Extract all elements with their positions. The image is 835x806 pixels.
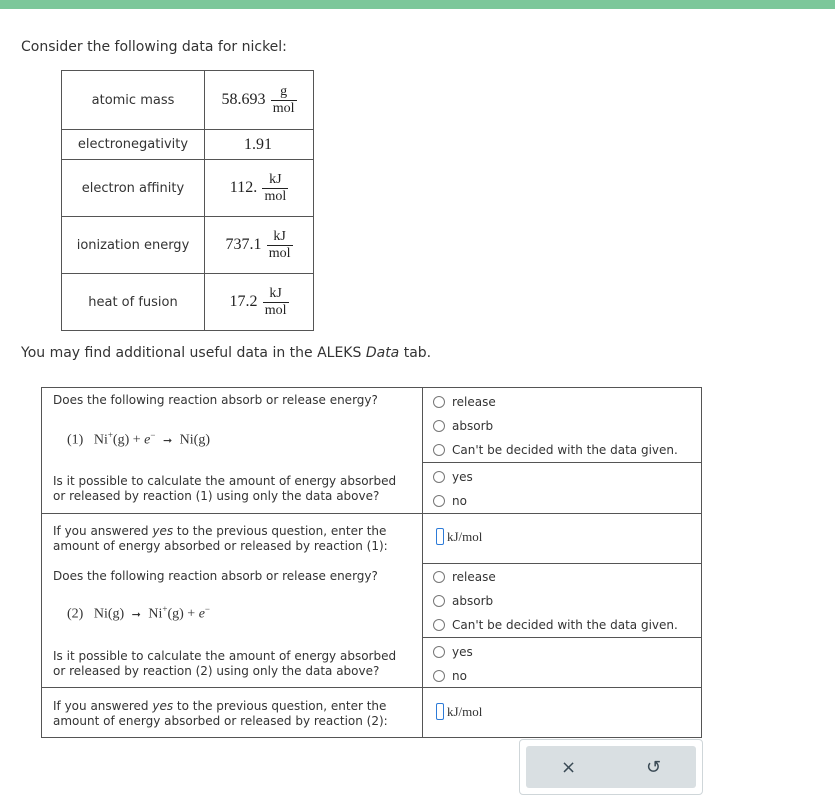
table-row — [62, 71, 314, 130]
reaction-arrow-icon: ➞ — [162, 434, 173, 447]
q5-prompt: Is it possible to calculate the amount of energy absorbed or released by reaction (2) using only the data above? — [53, 649, 397, 678]
question-grid — [41, 387, 702, 738]
q1-option-cant-decide[interactable]: Can't be decided with the data given. — [433, 443, 678, 457]
intro-text: Consider the following data for nickel: — [21, 39, 287, 55]
q4-prompt: Does the following reaction absorb or release energy? — [53, 569, 378, 583]
q3-prompt: If you answered yes to the previous question, enter the amount of energy absorbed or released by reaction (1): — [53, 524, 388, 553]
q4-option-absorb[interactable]: absorb — [433, 594, 493, 608]
q3-answer: kJ/mol — [436, 528, 482, 545]
q6-prompt: If you answered yes to the previous question, enter the amount of energy absorbed or released by reaction (2): — [53, 699, 388, 728]
nickel-data-table — [61, 70, 314, 331]
radio-button[interactable] — [433, 420, 445, 432]
table-row — [62, 217, 314, 274]
row-label: ionization energy — [62, 217, 205, 274]
q1-prompt: Does the following reaction absorb or release energy? — [53, 393, 378, 407]
row-value: 112. $\frac{kJ}{\text{mol}}$ — [205, 160, 314, 217]
answer-actions — [519, 739, 703, 795]
clear-button[interactable]: × — [560, 756, 577, 778]
reaction-1: (1) Ni+(g) + e− ➞ Ni(g) — [67, 430, 210, 448]
radio-button[interactable] — [433, 595, 445, 607]
energy-input-2[interactable] — [436, 703, 444, 720]
row-label: electronegativity — [62, 130, 205, 160]
row-value: 737.1 $\frac{kJ}{\text{mol}}$ — [205, 217, 314, 274]
radio-button[interactable] — [433, 495, 445, 507]
table-row — [62, 274, 314, 331]
energy-input-1[interactable] — [436, 528, 444, 545]
radio-button[interactable] — [433, 619, 445, 631]
q1-option-release[interactable]: release — [433, 395, 496, 409]
q4-option-cant-decide[interactable]: Can't be decided with the data given. — [433, 618, 678, 632]
row-label: electron affinity — [62, 160, 205, 217]
data-tab-note: You may find additional useful data in the ALEKS Data tab. — [21, 345, 432, 361]
radio-button[interactable] — [433, 670, 445, 682]
reset-button[interactable]: ↺ — [645, 756, 662, 778]
radio-button[interactable] — [433, 444, 445, 456]
reaction-2: (2) Ni(g) ➞ Ni+(g) + e− — [67, 604, 210, 622]
radio-button[interactable] — [433, 396, 445, 408]
top-accent-bar — [0, 0, 835, 9]
q2-option-no[interactable]: no — [433, 494, 467, 508]
row-value: 58.693 $\frac{g}{\text{mol}}$ — [205, 71, 314, 130]
q5-option-no[interactable]: no — [433, 669, 467, 683]
radio-button[interactable] — [433, 646, 445, 658]
row-label: atomic mass — [62, 71, 205, 130]
q4-option-release[interactable]: release — [433, 570, 496, 584]
table-row — [62, 130, 314, 160]
q1-option-absorb[interactable]: absorb — [433, 419, 493, 433]
q2-prompt: Is it possible to calculate the amount of energy absorbed or released by reaction (1) using only the data above? — [53, 474, 397, 503]
table-row — [62, 160, 314, 217]
row-label: heat of fusion — [62, 274, 205, 331]
q2-option-yes[interactable]: yes — [433, 470, 473, 484]
reaction-arrow-icon: ➞ — [131, 608, 141, 621]
q6-answer: kJ/mol — [436, 703, 482, 720]
row-value: 1.91 — [205, 130, 314, 160]
q5-option-yes[interactable]: yes — [433, 645, 473, 659]
radio-button[interactable] — [433, 471, 445, 483]
radio-button[interactable] — [433, 571, 445, 583]
row-value: 17.2 $\frac{kJ}{\text{mol}}$ — [205, 274, 314, 331]
